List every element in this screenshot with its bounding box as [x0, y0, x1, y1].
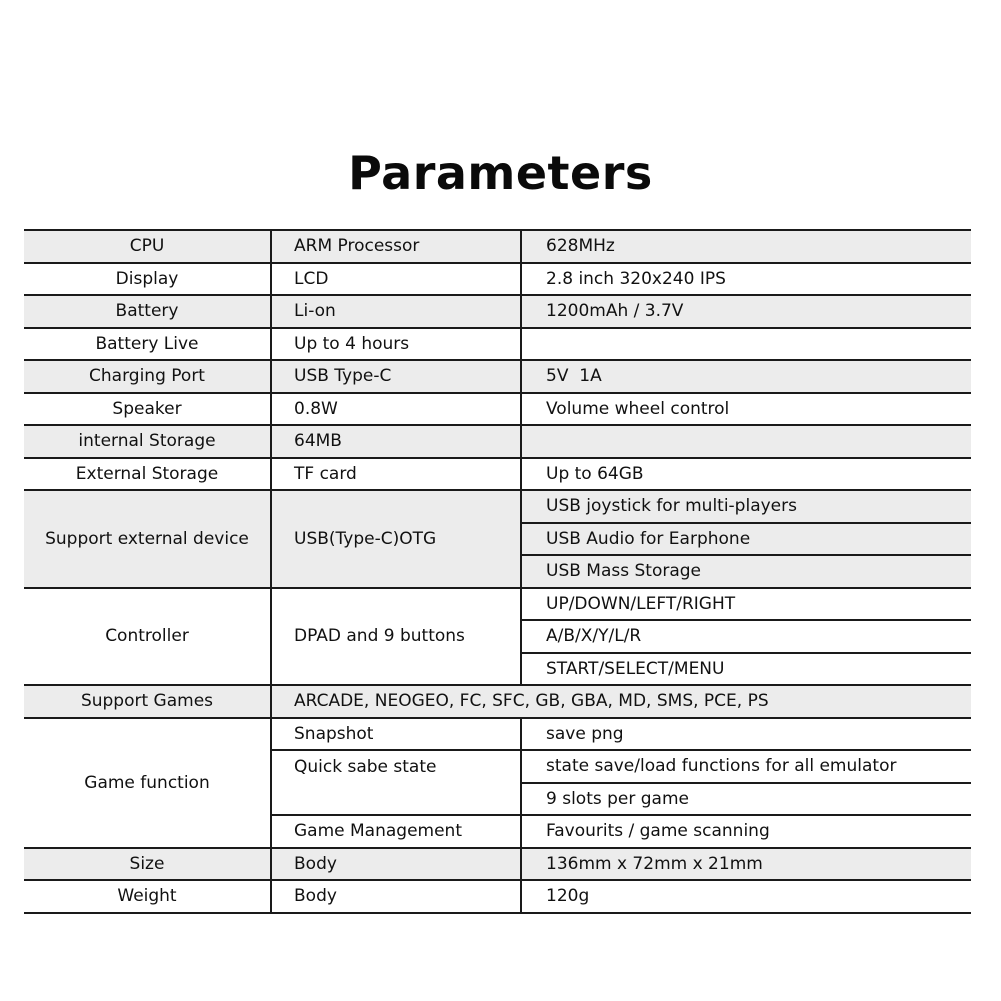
row-label-controller: Controller: [24, 588, 271, 686]
row-value-speaker: 0.8W: [271, 393, 521, 426]
row-label-display: Display: [24, 263, 271, 296]
row-label-battery-live: Battery Live: [24, 328, 271, 361]
row-value-support-games: ARCADE, NEOGEO, FC, SFC, GB, GBA, MD, SMS, PCE, PS: [271, 685, 971, 718]
controller-item: A/B/X/Y/L/R: [521, 620, 971, 653]
row-detail-size: 136mm x 72mm x 21mm: [521, 848, 971, 881]
row-detail-battery: 1200mAh / 3.7V: [521, 295, 971, 328]
row-label-weight: Weight: [24, 880, 271, 913]
table-row: [24, 263, 971, 296]
row-label-internal-storage: internal Storage: [24, 425, 271, 458]
row-value-cpu: ARM Processor: [271, 230, 521, 263]
row-label-external-storage: External Storage: [24, 458, 271, 491]
row-label-cpu: CPU: [24, 230, 271, 263]
row-value-internal-storage: 64MB: [271, 425, 521, 458]
external-device-item: USB Mass Storage: [521, 555, 971, 588]
table-row: [24, 425, 971, 458]
table-row: [24, 328, 971, 361]
table-row: [24, 230, 971, 263]
game-function-snapshot: Snapshot: [271, 718, 521, 751]
table-row: [24, 880, 971, 913]
game-function-quick-save: Quick sabe state: [271, 750, 521, 783]
table-row: [24, 588, 971, 621]
controller-item: START/SELECT/MENU: [521, 653, 971, 686]
row-detail-external-storage: Up to 64GB: [521, 458, 971, 491]
game-function-quick-save-value: state save/load functions for all emulator: [521, 750, 971, 783]
row-detail-weight: 120g: [521, 880, 971, 913]
row-value-display: LCD: [271, 263, 521, 296]
table-row: [24, 685, 971, 718]
row-label-battery: Battery: [24, 295, 271, 328]
external-device-item: USB joystick for multi-players: [521, 490, 971, 523]
table-row: [24, 848, 971, 881]
row-detail-speaker: Volume wheel control: [521, 393, 971, 426]
game-function-quick-save-value: 9 slots per game: [521, 783, 971, 816]
row-value-external-device: USB(Type-C)OTG: [271, 490, 521, 588]
row-value-battery-live: Up to 4 hours: [271, 328, 521, 361]
table-row: [24, 295, 971, 328]
row-value-weight: Body: [271, 880, 521, 913]
row-label-speaker: Speaker: [24, 393, 271, 426]
game-function-management-value: Favourits / game scanning: [521, 815, 971, 848]
game-function-snapshot-value: save png: [521, 718, 971, 751]
row-detail-battery-live: [521, 328, 971, 361]
parameters-table: [24, 229, 971, 914]
row-label-support-games: Support Games: [24, 685, 271, 718]
row-detail-internal-storage: [521, 425, 971, 458]
external-device-item: USB Audio for Earphone: [521, 523, 971, 556]
row-value-size: Body: [271, 848, 521, 881]
game-function-management: Game Management: [271, 815, 521, 848]
table-row: [24, 490, 971, 523]
row-detail-charging-port: 5V 1A: [521, 360, 971, 393]
table-row: [24, 393, 971, 426]
row-value-battery: Li-on: [271, 295, 521, 328]
table-row: [24, 360, 971, 393]
row-label-charging-port: Charging Port: [24, 360, 271, 393]
table-row: [24, 458, 971, 491]
page-title: Parameters: [348, 146, 653, 200]
row-detail-cpu: 628MHz: [521, 230, 971, 263]
row-label-game-function: Game function: [24, 718, 271, 848]
table-row: [24, 718, 971, 751]
row-value-charging-port: USB Type-C: [271, 360, 521, 393]
row-label-size: Size: [24, 848, 271, 881]
row-detail-display: 2.8 inch 320x240 IPS: [521, 263, 971, 296]
game-function-quick-save-cont: [271, 783, 521, 816]
row-value-controller: DPAD and 9 buttons: [271, 588, 521, 686]
row-value-external-storage: TF card: [271, 458, 521, 491]
row-label-external-device: Support external device: [24, 490, 271, 588]
controller-item: UP/DOWN/LEFT/RIGHT: [521, 588, 971, 621]
